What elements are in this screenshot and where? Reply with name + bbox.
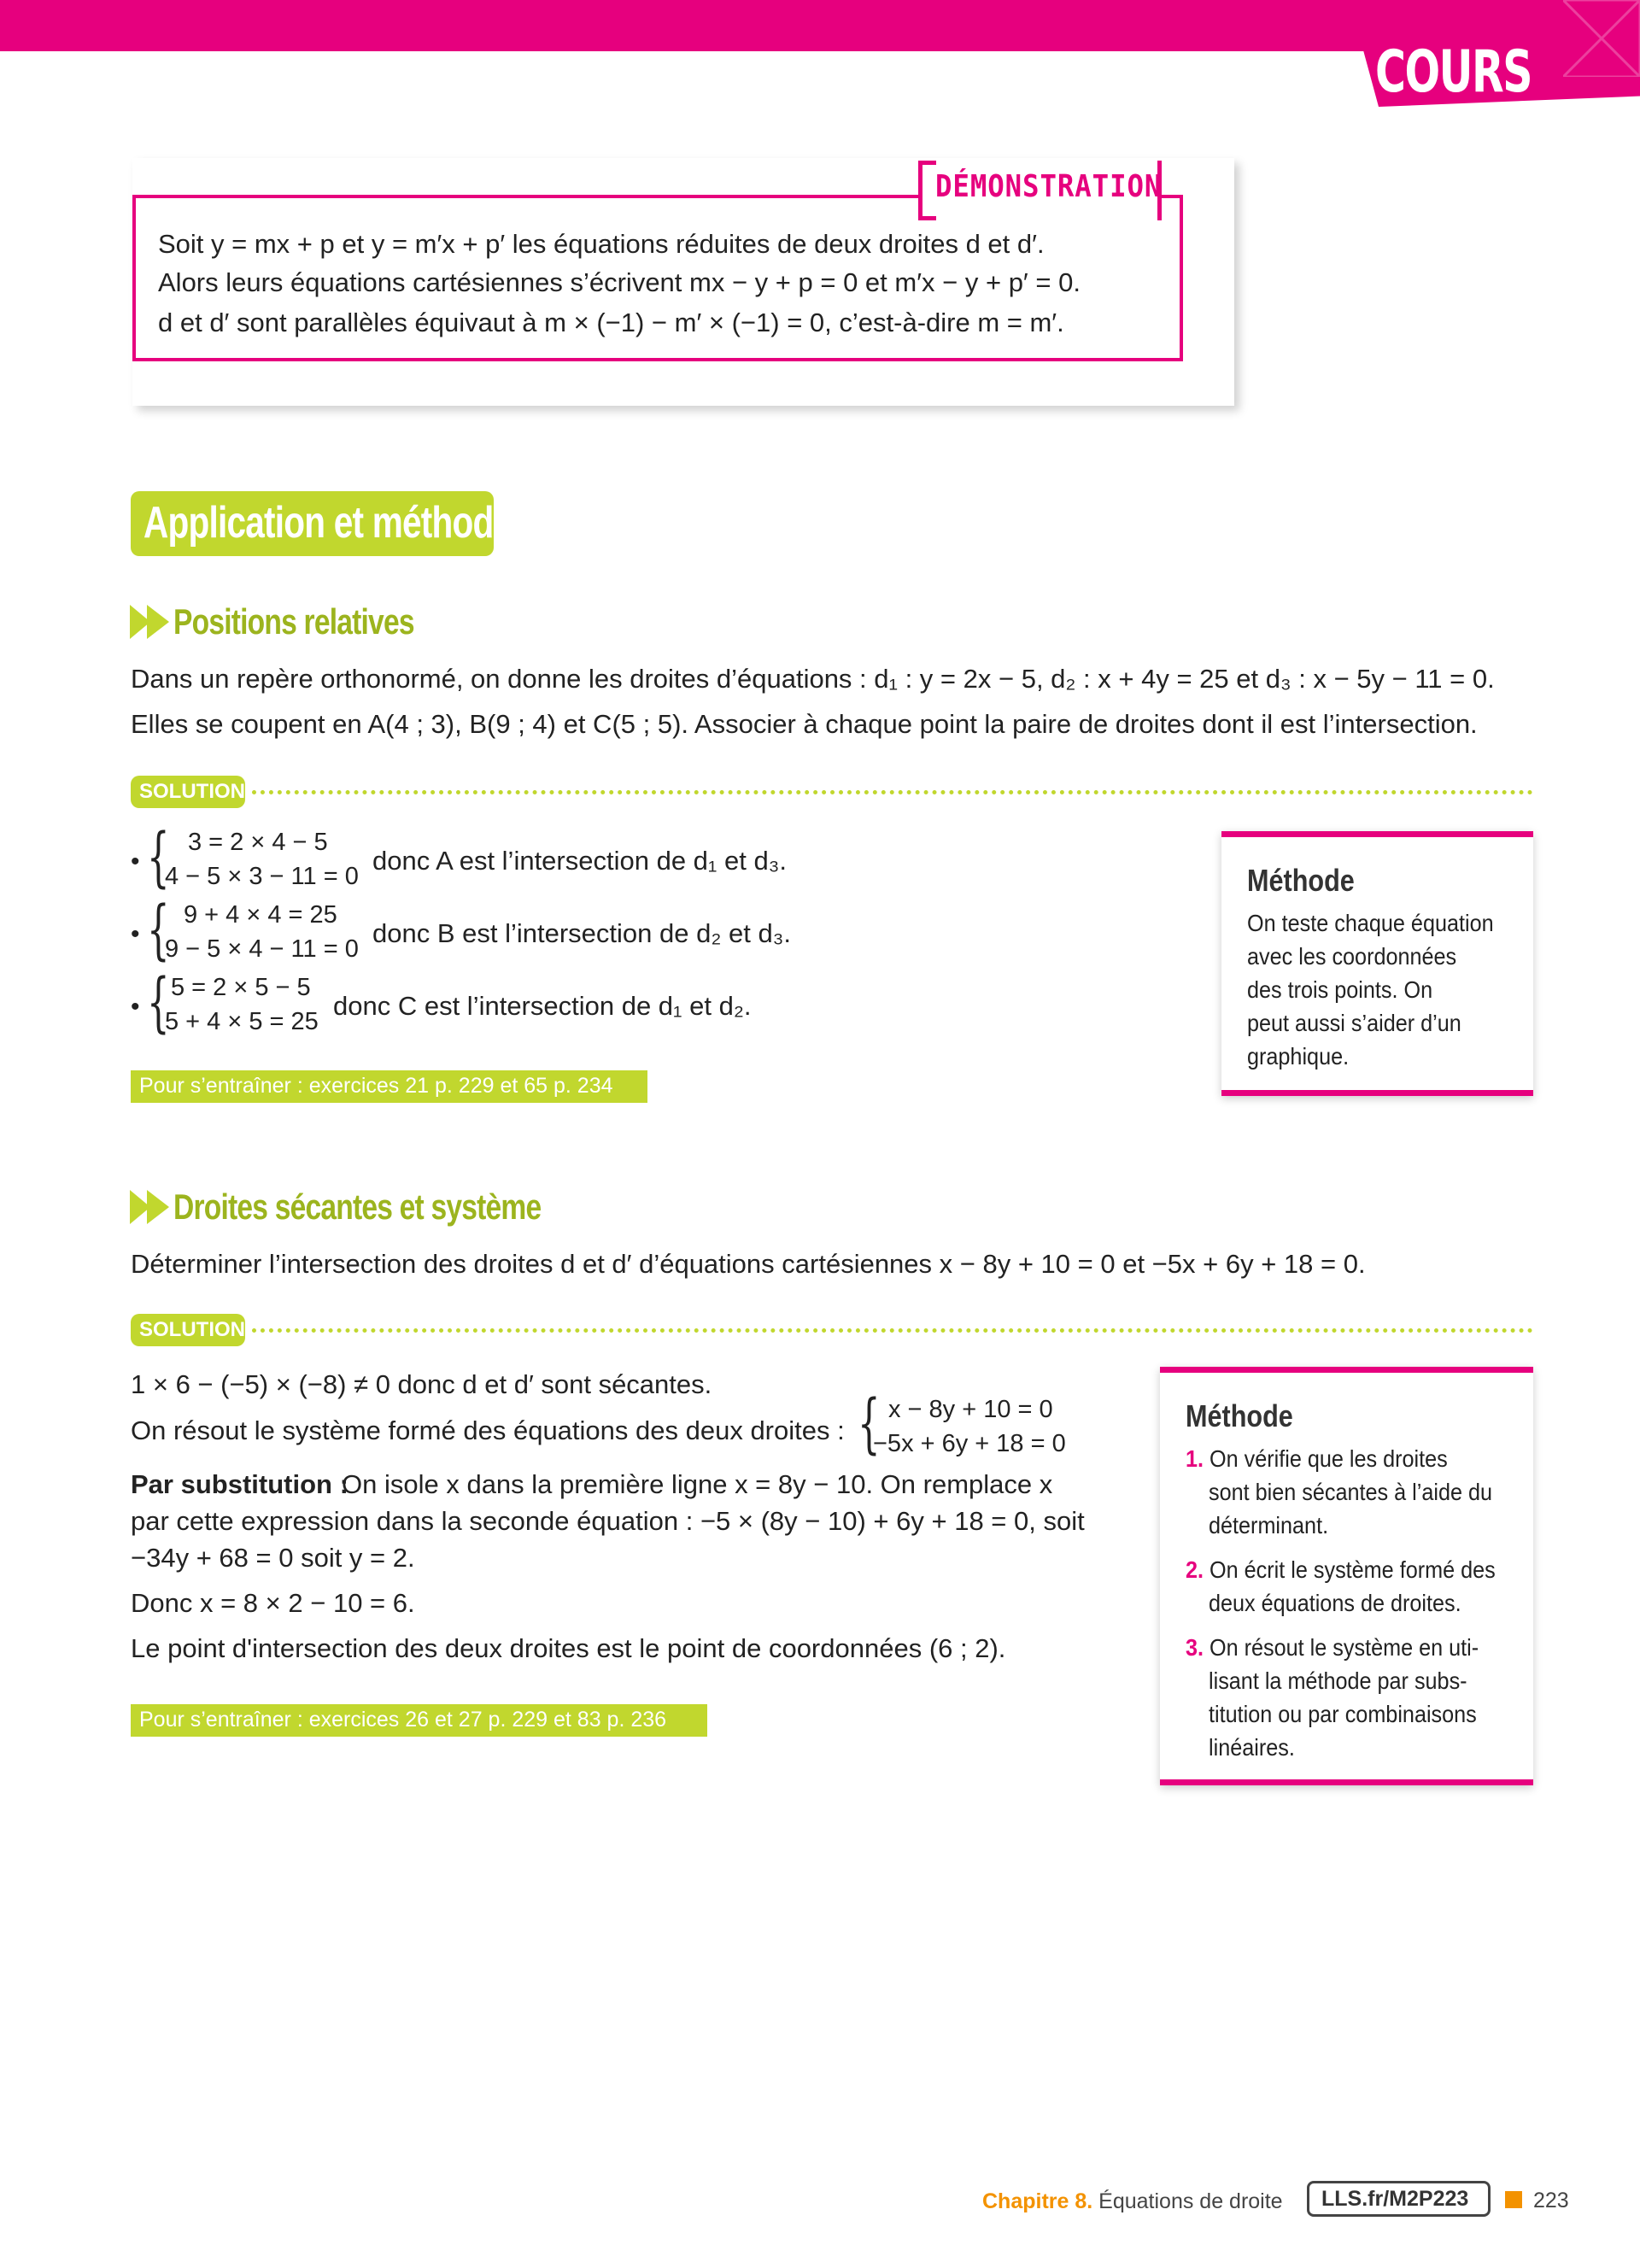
brace: { bbox=[147, 891, 170, 967]
system-1-line-2: 4 − 5 × 3 − 11 = 0 bbox=[165, 863, 359, 890]
bullet: • bbox=[131, 920, 140, 948]
system-line-2: −5x + 6y + 18 = 0 bbox=[873, 1430, 1066, 1457]
method-1-line: avec les coordonnées bbox=[1247, 943, 1457, 970]
method-2-item-3 bbox=[1186, 1634, 1479, 1661]
conclusion-line: Le point d'intersection des deux droites est le point de coordonnées (6 ; 2). bbox=[131, 1633, 1006, 1663]
dotted-separator bbox=[252, 790, 1533, 794]
exercise-2-title: Droites sécantes et système bbox=[173, 1187, 542, 1227]
method-2-item-1 bbox=[1186, 1445, 1448, 1473]
footer-chapter bbox=[982, 2189, 1283, 2214]
determinant-line: 1 × 6 − (−5) × (−8) ≠ 0 donc d et d′ sont sécantes. bbox=[131, 1369, 712, 1399]
method-2-item-2-line: deux équations de droites. bbox=[1209, 1590, 1461, 1616]
geometric-pattern-icon bbox=[1563, 0, 1640, 77]
page-number: 223 bbox=[1533, 2189, 1569, 2212]
item-number: 3. bbox=[1186, 1634, 1204, 1661]
brace: { bbox=[147, 964, 170, 1040]
method-2-item-3-line: linéaires. bbox=[1209, 1734, 1295, 1761]
method-1-line: graphique. bbox=[1247, 1043, 1350, 1070]
exercise-1-statement-2: Elles se coupent en A(4 ; 3), B(9 ; 4) et C(5 ; 5). Associer à chaque point la paire de droites dont il est l’intersection. bbox=[131, 709, 1478, 739]
system-1-line-1: 3 = 2 × 4 − 5 bbox=[188, 829, 328, 856]
method-1-line: des trois points. On bbox=[1247, 976, 1433, 1003]
double-arrow-icon bbox=[130, 1190, 171, 1224]
training-link[interactable]: Pour s’entraîner : exercices 26 et 27 p. 229 et 83 p. 236 bbox=[139, 1708, 667, 1732]
system-3-line-1: 5 = 2 × 5 − 5 bbox=[171, 974, 311, 1001]
method-1-line: peut aussi s’aider d’un bbox=[1247, 1010, 1461, 1036]
substitution-line-1: On isole x dans la première ligne x = 8y − 10. On remplace x bbox=[342, 1469, 1053, 1499]
method-1-line: On teste chaque équation bbox=[1247, 910, 1494, 936]
brace: { bbox=[858, 1385, 881, 1461]
system-line-1: x − 8y + 10 = 0 bbox=[888, 1396, 1053, 1423]
system-1-conclusion: donc A est l’intersection de d₁ et d₃. bbox=[372, 846, 787, 876]
substitution-line-2: par cette expression dans la seconde équation : −5 × (8y − 10) + 6y + 18 = 0, soit bbox=[131, 1506, 1085, 1536]
item-line: On vérifie que les droites bbox=[1210, 1445, 1448, 1472]
demonstration-line-2: Alors leurs équations cartésiennes s’écrivent mx − y + p = 0 et m′x − y + p′ = 0. bbox=[158, 267, 1081, 297]
system-2-line-2: 9 − 5 × 4 − 11 = 0 bbox=[165, 935, 359, 963]
dotted-separator bbox=[252, 1328, 1533, 1333]
training-link[interactable]: Pour s’entraîner : exercices 21 p. 229 et 65 p. 234 bbox=[139, 1074, 613, 1098]
bullet: • bbox=[131, 993, 140, 1021]
substitution-label: Par substitution : bbox=[131, 1469, 348, 1499]
item-line: On résout le système en uti- bbox=[1210, 1634, 1479, 1661]
bullet: • bbox=[131, 847, 140, 876]
donc-line: Donc x = 8 × 2 − 10 = 6. bbox=[131, 1588, 415, 1618]
demonstration-label: DÉMONSTRATION bbox=[935, 169, 1163, 204]
method-2-title: Méthode bbox=[1186, 1398, 1293, 1433]
system-3-line-2: 5 + 4 × 5 = 25 bbox=[165, 1008, 319, 1035]
system-2-line-1: 9 + 4 × 4 = 25 bbox=[184, 901, 337, 929]
method-2-item-1-line: déterminant. bbox=[1209, 1512, 1329, 1538]
section-label: COURS bbox=[1375, 38, 1532, 106]
system-intro: On résout le système formé des équations des deux droites : bbox=[131, 1415, 845, 1445]
system-2-conclusion: donc B est l’intersection de d₂ et d₃. bbox=[372, 918, 791, 948]
footer-link[interactable]: LLS.fr/M2P223 bbox=[1321, 2187, 1469, 2211]
demonstration-line-3: d et d′ sont parallèles équivaut à m × (−1) − m′ × (−1) = 0, c’est-à-dire m = m′. bbox=[158, 308, 1064, 337]
item-number: 1. bbox=[1186, 1445, 1204, 1472]
method-2-item-1-line: sont bien sécantes à l’aide du bbox=[1209, 1479, 1493, 1505]
item-number: 2. bbox=[1186, 1556, 1204, 1583]
exercise-1-statement-1: Dans un repère orthonormé, on donne les droites d’équations : d₁ : y = 2x − 5, d₂ : x + 4y = 25 et d₃ : x − 5y − 11 = 0. bbox=[131, 664, 1495, 694]
system-3-conclusion: donc C est l’intersection de d₁ et d₂. bbox=[333, 991, 752, 1021]
chapter-title: Équations de droite bbox=[1098, 2189, 1283, 2213]
method-2-item-3-line: lisant la méthode par subs- bbox=[1209, 1667, 1467, 1694]
substitution-line-3: −34y + 68 = 0 soit y = 2. bbox=[131, 1543, 415, 1573]
solution-label: SOLUTION bbox=[139, 780, 245, 803]
application-title: Application et méthode bbox=[144, 498, 512, 548]
method-1-title: Méthode bbox=[1247, 863, 1355, 898]
method-2-item-3-line: titution ou par combinaisons bbox=[1209, 1701, 1477, 1727]
item-line: On écrit le système formé des bbox=[1210, 1556, 1496, 1583]
orange-square-icon bbox=[1505, 2191, 1522, 2208]
header-bar bbox=[0, 0, 1367, 51]
demonstration-line-1: Soit y = mx + p et y = m′x + p′ les équations réduites de deux droites d et d′. bbox=[158, 229, 1045, 259]
brace: { bbox=[147, 818, 170, 894]
solution-label: SOLUTION bbox=[139, 1318, 245, 1341]
double-arrow-icon bbox=[130, 605, 171, 639]
chapter-label: Chapitre 8. bbox=[982, 2189, 1093, 2213]
exercise-2-statement: Déterminer l’intersection des droites d et d′ d’équations cartésiennes x − 8y + 10 = 0 et −5x + 6y + 18 = 0. bbox=[131, 1249, 1366, 1279]
exercise-1-title: Positions relatives bbox=[173, 601, 414, 642]
method-2-item-2 bbox=[1186, 1556, 1496, 1584]
